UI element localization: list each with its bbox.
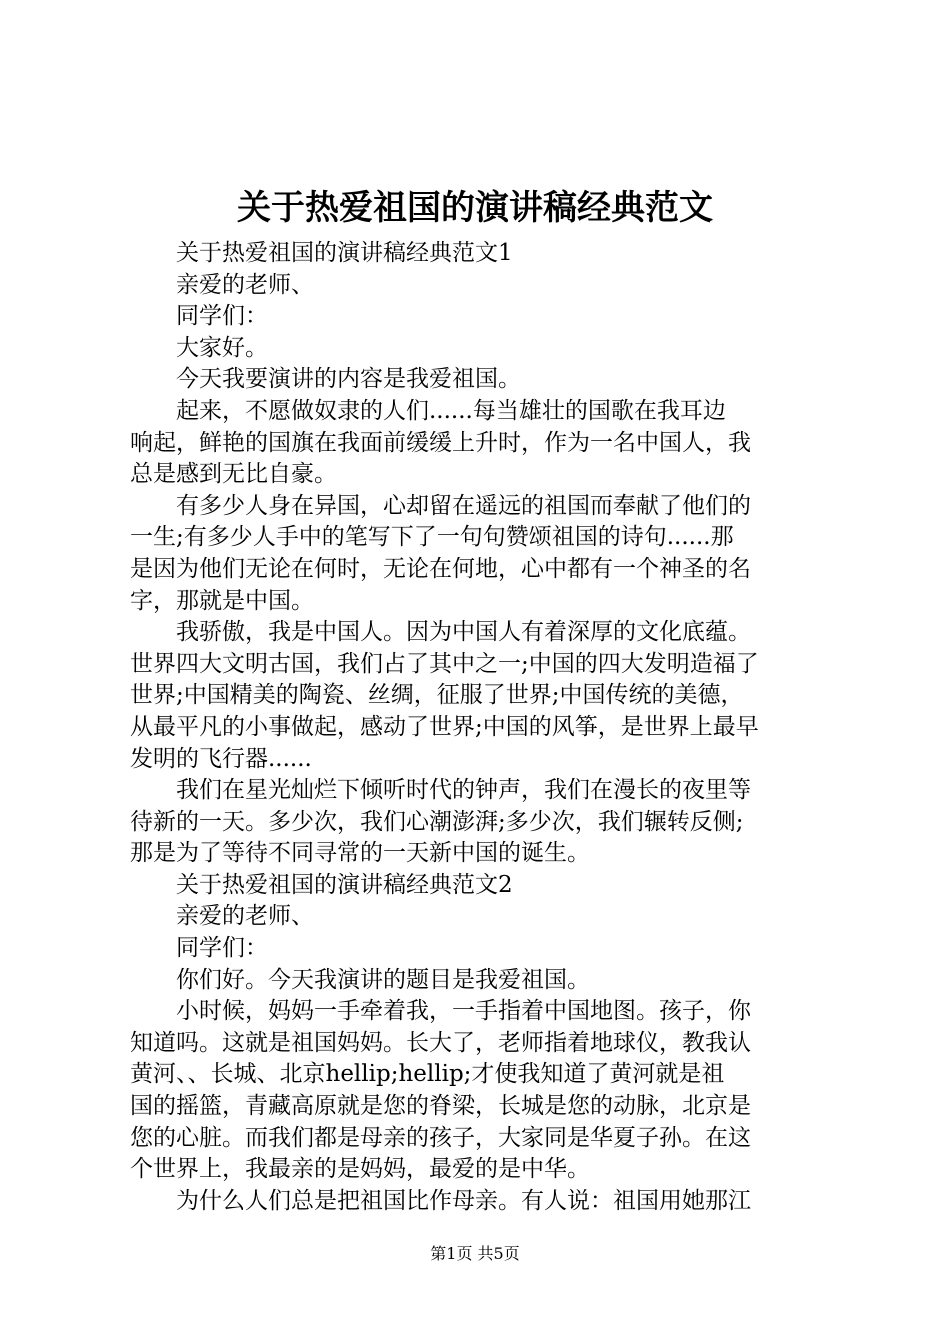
paragraph-line: 小时候，妈妈一手牵着我，一手指着中国地图。孩子，你 xyxy=(176,998,751,1025)
paragraph-line: 有多少人身在异国，心却留在遥远的祖国而奉献了他们的 xyxy=(176,492,751,519)
salutation-line: 同学们： xyxy=(176,935,268,962)
paragraph-line: 我骄傲，我是中国人。因为中国人有着深厚的文化底蕴。 xyxy=(176,619,751,646)
paragraph-line: 从最平凡的小事做起，感动了世界;中国的风筝，是世界上最早 xyxy=(130,713,759,740)
paragraph-line: 世界;中国精美的陶瓷、丝绸，征服了世界;中国传统的美德， xyxy=(130,682,744,709)
paragraph-line: 起来，不愿做奴隶的人们......每当雄壮的国歌在我耳边 xyxy=(176,397,726,424)
paragraph-line: 那是为了等待不同寻常的一天新中国的诞生。 xyxy=(130,840,590,867)
section-heading: 关于热爱祖国的演讲稿经典范文1 xyxy=(176,240,513,266)
paragraph-line: 为什么人们总是把祖国比作母亲。有人说：祖国用她那江 xyxy=(176,1187,751,1214)
paragraph-line: 我们在星光灿烂下倾听时代的钟声，我们在漫长的夜里等 xyxy=(176,777,751,804)
greeting-line: 大家好。 xyxy=(176,334,268,361)
paragraph-line: 知道吗。这就是祖国妈妈。长大了，老师指着地球仪，教我认 xyxy=(130,1029,751,1056)
salutation-line: 亲爱的老师、 xyxy=(176,903,314,930)
paragraph-line: 国的摇篮，青藏高原就是您的脊梁，长城是您的动脉，北京是 xyxy=(130,1093,751,1120)
paragraph-line: 一生;有多少人手中的笔写下了一句句赞颂祖国的诗句......那 xyxy=(130,524,734,551)
paragraph-line: 响起，鲜艳的国旗在我面前缓缓上升时，作为一名中国人，我 xyxy=(130,429,751,456)
page-footer: 第1页 共5页 xyxy=(430,1244,520,1263)
section-heading: 关于热爱祖国的演讲稿经典范文2 xyxy=(176,871,513,898)
document-body xyxy=(130,238,830,1217)
paragraph-line: 总是感到无比自豪。 xyxy=(130,461,337,488)
salutation-line: 亲爱的老师、 xyxy=(176,271,314,298)
paragraph-line: 待新的一天。多少次，我们心潮澎湃;多少次，我们辗转反侧; xyxy=(130,808,744,835)
paragraph-line: 世界四大文明古国，我们占了其中之一;中国的四大发明造福了 xyxy=(130,650,759,677)
paragraph-line: 字，那就是中国。 xyxy=(130,587,314,614)
paragraph-line: 发明的飞行器...... xyxy=(130,745,312,772)
greeting-line: 你们好。今天我演讲的题目是我爱祖国。 xyxy=(176,966,590,993)
paragraph-line: 今天我要演讲的内容是我爱祖国。 xyxy=(176,366,521,393)
document-title: 关于热爱祖国的演讲稿经典范文 xyxy=(237,188,713,228)
paragraph-line: 个世界上，我最亲的是妈妈，最爱的是中华。 xyxy=(130,1156,590,1183)
paragraph-line: 黄河、、长城、北京hellip;hellip;才使我知道了黄河就是祖 xyxy=(130,1061,725,1088)
paragraph-line: 您的心脏。而我们都是母亲的孩子，大家同是华夏子孙。在这 xyxy=(130,1124,751,1151)
paragraph-line: 是因为他们无论在何时，无论在何地，心中都有一个神圣的名 xyxy=(130,555,751,582)
salutation-line: 同学们： xyxy=(176,303,268,330)
